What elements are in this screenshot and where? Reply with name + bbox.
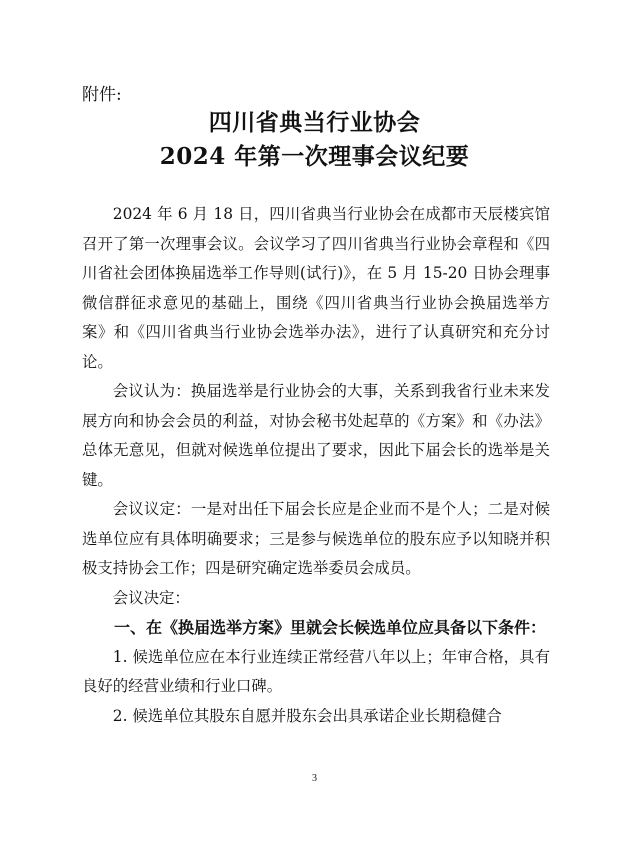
attachment-label: 附件: — [82, 85, 122, 105]
document-title-line-2: 2024 年第一次理事会议纪要 — [159, 143, 470, 170]
document-title-line-1: 四川省典当行业协会 — [208, 109, 421, 136]
paragraph-meeting-decision: 会议决定： — [112, 588, 190, 607]
paragraph-meeting-summary: 2024 年 6 月 18 日，四川省典当行业协会在成都市天辰楼宾馆召开了第一次理事会议。会议学习了四川省典当行业协会章程和《四川省社会团体换届选举工作导则(试行)》，在 5 月 15-20 日协会理事微信群征求意见的基础上，围绕《四川省典当行业协会换届选举方案》和《四川省典当行业协会选举办法》，进行了认真研究和充分讨论。 — [82, 205, 550, 371]
paragraph-meeting-agreement: 会议议定：一是对出任下届会长应是企业而不是个人；二是对候选单位应有具体明确要求；三是参与候选单位的股东应予以知晓并积极支持协会工作；四是研究确定选举委员会成员。 — [82, 500, 550, 577]
list-item-1: 1. 候选单位应在本行业连续正常经营八年以上；年审合格，具有良好的经营业绩和行业口碑。 — [82, 647, 550, 695]
document-body — [82, 200, 550, 731]
list-item-2: 2. 候选单位其股东自愿并股东会出具承诺企业长期稳健合 — [112, 706, 502, 725]
page-number: 3 — [312, 773, 317, 784]
paragraph-meeting-opinion: 会议认为：换届选举是行业协会的大事，关系到我省行业未来发展方向和协会会员的利益，对协会秘书处起草的《方案》和《办法》总体无意见，但就对候选单位提出了要求，因此下届会长的选举是关键。 — [82, 382, 550, 489]
section-heading: 一、在《换届选举方案》里就会长候选单位应具备以下条件： — [114, 618, 547, 637]
